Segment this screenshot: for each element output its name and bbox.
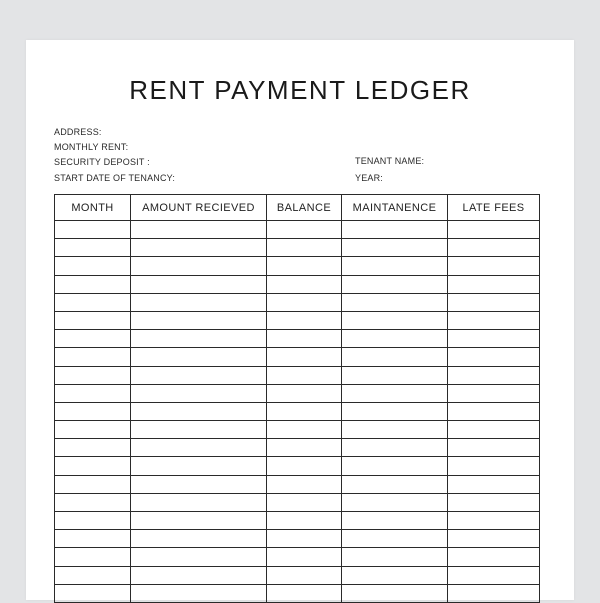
late-fees-cell — [448, 402, 540, 420]
maintenance-cell — [342, 311, 448, 329]
maintenance-cell — [342, 239, 448, 257]
month-cell — [55, 402, 131, 420]
balance-cell — [267, 311, 342, 329]
late-fees-cell — [448, 348, 540, 366]
balance-cell — [267, 457, 342, 475]
amount-received-cell — [131, 475, 267, 493]
balance-cell — [267, 257, 342, 275]
balance-cell — [267, 421, 342, 439]
maintenance-cell — [342, 330, 448, 348]
table-row — [55, 475, 540, 493]
month-cell — [55, 384, 131, 402]
late-fees-cell — [448, 512, 540, 530]
table-row — [55, 421, 540, 439]
table-row — [55, 566, 540, 584]
month-cell — [55, 566, 131, 584]
month-cell — [55, 366, 131, 384]
amount-received-cell — [131, 439, 267, 457]
monthly-rent-label: MONTHLY RENT: — [54, 142, 129, 152]
table-row — [55, 457, 540, 475]
balance-cell — [267, 493, 342, 511]
amount-received-cell — [131, 530, 267, 548]
amount-received-cell — [131, 348, 267, 366]
table-row — [55, 311, 540, 329]
amount-received-cell — [131, 257, 267, 275]
late-fees-cell — [448, 530, 540, 548]
month-cell — [55, 257, 131, 275]
maintenance-cell — [342, 512, 448, 530]
amount-received-cell — [131, 457, 267, 475]
maintenance-cell — [342, 402, 448, 420]
month-cell — [55, 475, 131, 493]
year-label: YEAR: — [355, 173, 384, 183]
balance-cell — [267, 548, 342, 566]
table-row — [55, 402, 540, 420]
month-cell — [55, 221, 131, 239]
amount-received-cell — [131, 366, 267, 384]
maintenance-cell — [342, 221, 448, 239]
column-header-late-fees: LATE FEES — [448, 195, 540, 221]
month-cell — [55, 548, 131, 566]
amount-received-cell — [131, 566, 267, 584]
maintenance-cell — [342, 366, 448, 384]
late-fees-cell — [448, 548, 540, 566]
balance-cell — [267, 221, 342, 239]
maintenance-cell — [342, 566, 448, 584]
column-header-amount-received: AMOUNT RECIEVED — [131, 195, 267, 221]
table-row — [55, 530, 540, 548]
late-fees-cell — [448, 421, 540, 439]
maintenance-cell — [342, 293, 448, 311]
month-cell — [55, 457, 131, 475]
amount-received-cell — [131, 275, 267, 293]
late-fees-cell — [448, 239, 540, 257]
maintenance-cell — [342, 548, 448, 566]
table-row — [55, 221, 540, 239]
month-cell — [55, 421, 131, 439]
late-fees-cell — [448, 221, 540, 239]
balance-cell — [267, 293, 342, 311]
maintenance-cell — [342, 384, 448, 402]
month-cell — [55, 439, 131, 457]
amount-received-cell — [131, 512, 267, 530]
table-row — [55, 330, 540, 348]
balance-cell — [267, 366, 342, 384]
amount-received-cell — [131, 402, 267, 420]
amount-received-cell — [131, 384, 267, 402]
month-cell — [55, 512, 131, 530]
balance-cell — [267, 566, 342, 584]
balance-cell — [267, 402, 342, 420]
month-cell — [55, 330, 131, 348]
late-fees-cell — [448, 384, 540, 402]
late-fees-cell — [448, 366, 540, 384]
late-fees-cell — [448, 293, 540, 311]
balance-cell — [267, 475, 342, 493]
table-row — [55, 493, 540, 511]
balance-cell — [267, 239, 342, 257]
late-fees-cell — [448, 330, 540, 348]
maintenance-cell — [342, 493, 448, 511]
late-fees-cell — [448, 493, 540, 511]
table-row — [55, 293, 540, 311]
month-cell — [55, 293, 131, 311]
maintenance-cell — [342, 348, 448, 366]
table-row — [55, 275, 540, 293]
page-title: RENT PAYMENT LEDGER — [129, 75, 471, 105]
table-row — [55, 439, 540, 457]
table-row — [55, 257, 540, 275]
amount-received-cell — [131, 239, 267, 257]
start-date-label: START DATE OF TENANCY: — [54, 173, 176, 183]
late-fees-cell — [448, 439, 540, 457]
month-cell — [55, 348, 131, 366]
address-label: ADDRESS: — [54, 127, 102, 137]
late-fees-cell — [448, 566, 540, 584]
amount-received-cell — [131, 548, 267, 566]
month-cell — [55, 530, 131, 548]
balance-cell — [267, 512, 342, 530]
table-row — [55, 239, 540, 257]
amount-received-cell — [131, 421, 267, 439]
amount-received-cell — [131, 293, 267, 311]
month-cell — [55, 311, 131, 329]
table-row — [55, 548, 540, 566]
month-cell — [55, 275, 131, 293]
balance-cell — [267, 348, 342, 366]
balance-cell — [267, 439, 342, 457]
table-row — [55, 512, 540, 530]
late-fees-cell — [448, 257, 540, 275]
late-fees-cell — [448, 457, 540, 475]
maintenance-cell — [342, 257, 448, 275]
column-header-balance: BALANCE — [267, 195, 342, 221]
column-header-month: MONTH — [55, 195, 131, 221]
amount-received-cell — [131, 311, 267, 329]
balance-cell — [267, 384, 342, 402]
month-cell — [55, 493, 131, 511]
maintenance-cell — [342, 275, 448, 293]
ledger-table — [54, 194, 540, 603]
table-row — [55, 366, 540, 384]
late-fees-cell — [448, 311, 540, 329]
maintenance-cell — [342, 530, 448, 548]
header-row — [55, 195, 540, 221]
amount-received-cell — [131, 493, 267, 511]
late-fees-cell — [448, 475, 540, 493]
amount-received-cell — [131, 221, 267, 239]
maintenance-cell — [342, 439, 448, 457]
maintenance-cell — [342, 475, 448, 493]
month-cell — [55, 239, 131, 257]
table-row — [55, 384, 540, 402]
ledger-body — [55, 221, 540, 603]
maintenance-cell — [342, 457, 448, 475]
amount-received-cell — [131, 330, 267, 348]
security-deposit-label: SECURITY DEPOSIT : — [54, 157, 150, 167]
balance-cell — [267, 275, 342, 293]
table-row — [55, 348, 540, 366]
balance-cell — [267, 330, 342, 348]
balance-cell — [267, 530, 342, 548]
tenant-name-label: TENANT NAME: — [355, 156, 425, 166]
column-header-maintenance: MAINTANENCE — [342, 195, 448, 221]
late-fees-cell — [448, 275, 540, 293]
maintenance-cell — [342, 421, 448, 439]
